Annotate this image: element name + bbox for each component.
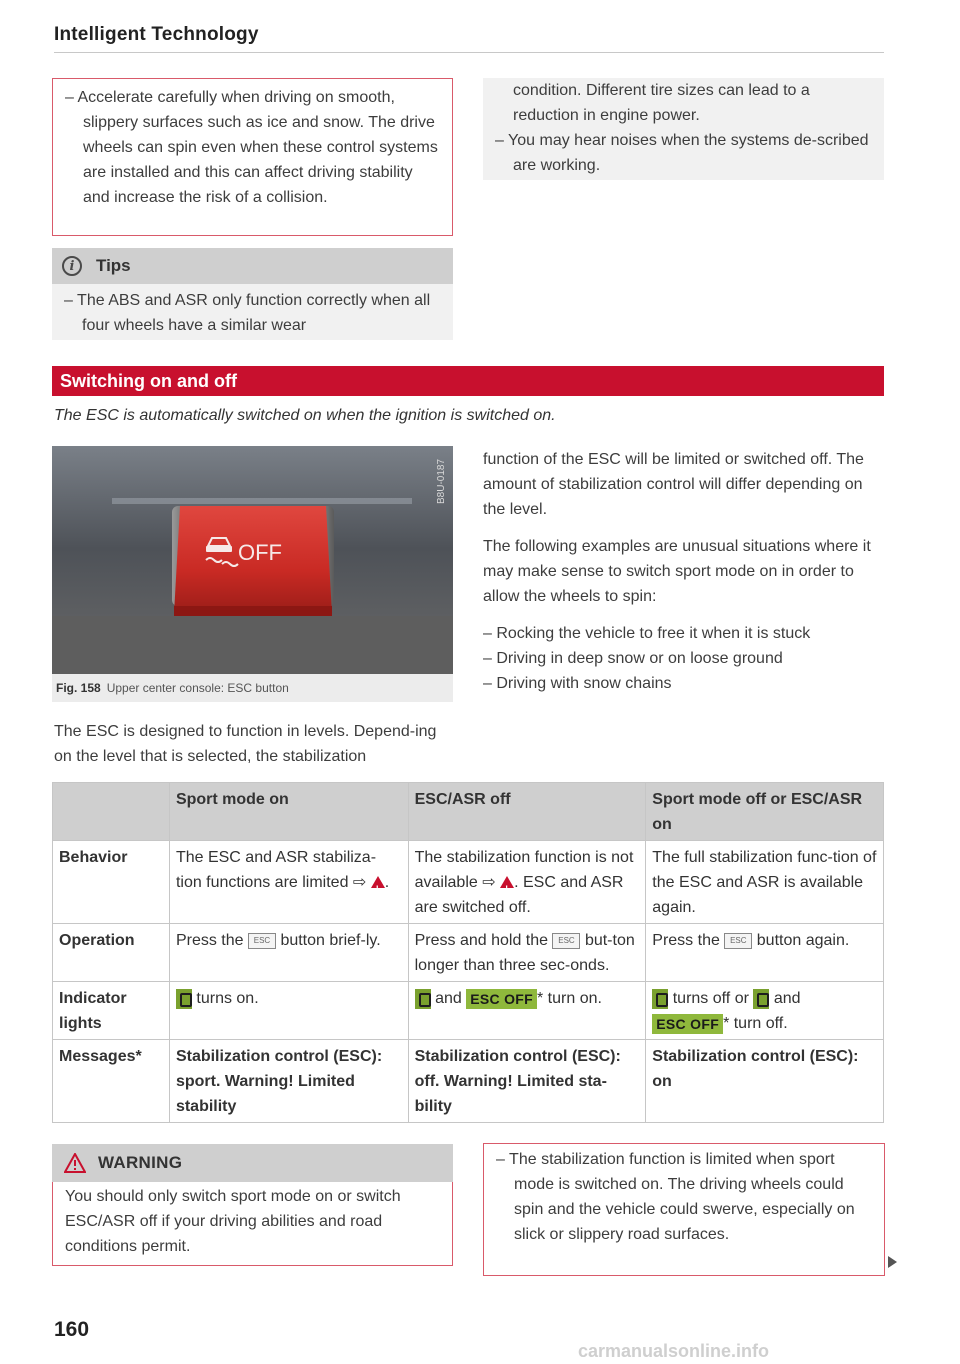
figure-esc-button [52, 446, 453, 674]
esc-off-label: OFF [238, 540, 282, 565]
table-header-sport-on: Sport mode on [169, 783, 408, 841]
figure-caption [52, 674, 453, 702]
esc-off-indicator-icon: ESC OFF [652, 1014, 723, 1034]
tips-bullet: – The ABS and ASR only function correctly when all four wheels have a similar wear [64, 292, 431, 334]
page-header-title: Intelligent Technology [54, 24, 259, 45]
tips-bullet-noise: – You may hear noises when the systems de-scribed are working. [495, 132, 869, 174]
table-cell: turns on. [169, 982, 408, 1040]
reference-arrow: ⇨ [482, 874, 496, 891]
esc-indicator-icon [176, 989, 192, 1009]
tips-body [52, 284, 453, 340]
table-cell: Stabilization control (ESC): on [646, 1040, 884, 1123]
tips-header [52, 248, 453, 284]
table-row-indicator [53, 982, 884, 1040]
row-label: Messages* [53, 1040, 170, 1123]
esc-off-indicator-icon: ESC OFF [466, 989, 537, 1009]
example-item: – Driving with snow chains [483, 675, 672, 692]
table-header-esc-off: ESC/ASR off [408, 783, 646, 841]
esc-indicator-icon [415, 989, 431, 1009]
warning-header [52, 1144, 453, 1182]
figure-number: Fig. 158 [56, 681, 101, 695]
warning-icon [64, 1153, 86, 1173]
table-cell: The stabilization function is not available ⇨ ! . ESC and ASR are switched off. [408, 841, 646, 924]
warning-bullet: – The stabilization function is limited when sport mode is switched on. The driving wheels could spin and the vehicle could swerve, especially on slick or slippery road surfaces. [496, 1151, 855, 1243]
table-row-messages [53, 1040, 884, 1123]
esc-button-icon: ESC [552, 933, 580, 949]
example-item: – Rocking the vehicle to free it when it is stuck [483, 625, 811, 642]
row-label: Behavior [53, 841, 170, 924]
reference-arrow: ⇨ [352, 874, 367, 891]
table-cell: The ESC and ASR stabiliza-tion functions are limited ⇨ ! . [169, 841, 408, 924]
warning-text: You should only switch sport mode on or switch ESC/ASR off if your driving abilities and road conditions permit. [65, 1188, 401, 1255]
warning-label: WARNING [98, 1153, 183, 1172]
row-label: Operation [53, 924, 170, 982]
esc-modes-table [52, 782, 884, 1123]
warning-body [52, 1182, 453, 1266]
table-cell: Press the ESC button again. [646, 924, 884, 982]
section-title: Switching on and off [52, 366, 884, 396]
warning-bullet: – Accelerate carefully when driving on smooth, slippery surfaces such as ice and snow. The drive wheels can spin even when these control systems are installed and this can affect driving stability and increase the risk of a collision. [65, 89, 438, 206]
levels-paragraph-cont: function of the ESC will be limited or switched off. The amount of stabilization control will differ depending on the level. [483, 451, 864, 518]
warning-icon [371, 876, 385, 888]
table-header-row [53, 783, 884, 841]
esc-indicator-icon [753, 989, 769, 1009]
table-cell: turns off or and ESC OFF * turn off. [646, 982, 884, 1040]
examples-paragraph: The following examples are unusual situations where it may make sense to switch sport mode on in order to allow the wheels to spin: [483, 538, 871, 605]
header-divider [54, 52, 884, 53]
table-cell: Stabilization control (ESC): off. Warning! Limited sta-bility [408, 1040, 646, 1123]
warning-continuation-box [52, 78, 453, 236]
table-cell: Stabilization control (ESC): sport. Warning! Limited stability [169, 1040, 408, 1123]
table-cell: The full stabilization func-tion of the ESC and ASR is available again. [646, 841, 884, 924]
warning-icon [500, 876, 514, 888]
table-row-operation [53, 924, 884, 982]
row-label: Indicator lights [53, 982, 170, 1040]
figure-caption-text: Upper center console: ESC button [106, 681, 289, 695]
table-cell: Press and hold the ESC but-ton longer than three sec-onds. [408, 924, 646, 982]
table-row-behavior [53, 841, 884, 924]
left-column-text [54, 719, 454, 769]
section-intro: The ESC is automatically switched on when the ignition is switched on. [54, 407, 556, 424]
figure-code: B8U-0187 [436, 458, 447, 504]
esc-button-illustration [52, 446, 453, 674]
right-column-text [483, 447, 885, 696]
tips-continuation-text: condition. Different tire sizes can lead to a reduction in engine power. [513, 82, 810, 124]
table-cell: and ESC OFF * turn on. [408, 982, 646, 1040]
esc-button-icon: ESC [248, 933, 276, 949]
levels-paragraph: The ESC is designed to function in levels. Depend-ing on the level that is selected, the stabilization [54, 723, 437, 765]
table-cell: Press the ESC button brief-ly. [169, 924, 408, 982]
page-number: 160 [54, 1318, 90, 1341]
tips-continuation-box [483, 78, 884, 180]
esc-button-icon: ESC [724, 933, 752, 949]
warning-continuation-right [483, 1143, 885, 1276]
table-header-empty [53, 783, 170, 841]
table-header-esc-on: Sport mode off or ESC/ASR on [646, 783, 884, 841]
next-page-arrow-icon [888, 1256, 897, 1268]
esc-indicator-icon [652, 989, 668, 1009]
example-item: – Driving in deep snow or on loose ground [483, 650, 783, 667]
info-icon: i [62, 256, 82, 276]
watermark: carmanualsonline.info [578, 1341, 770, 1361]
tips-label: Tips [96, 256, 131, 275]
